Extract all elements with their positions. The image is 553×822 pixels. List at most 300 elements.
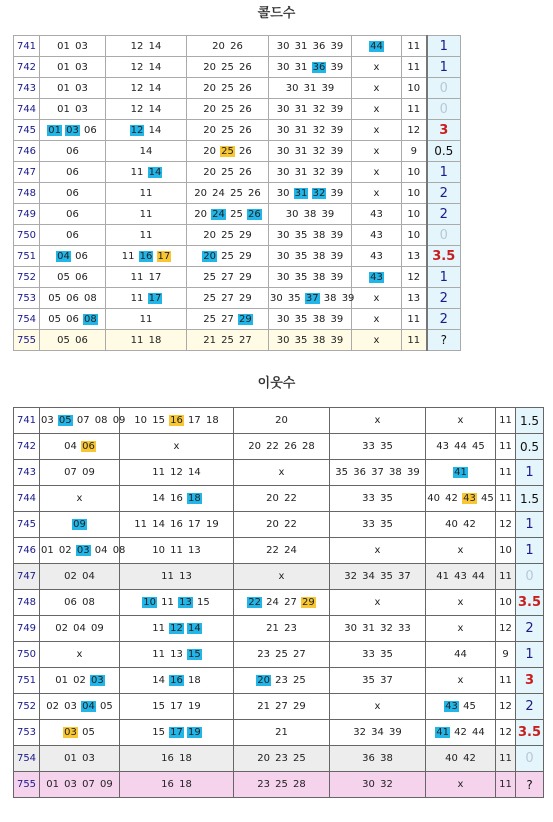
number-cell [187, 204, 269, 225]
result-score: 0.5 [516, 434, 544, 460]
number: 14 [148, 82, 162, 94]
number: 18 [188, 675, 201, 686]
draw-number: 751 [14, 668, 40, 694]
result-score: 1 [427, 57, 461, 78]
number: 25 [221, 103, 234, 115]
highlighted-number: 37 [305, 292, 319, 304]
highlighted-number: 22 [248, 597, 261, 608]
number: x [457, 675, 464, 686]
number: 15 [152, 701, 165, 712]
highlighted-number: 36 [312, 61, 326, 73]
number: 04 [73, 623, 86, 634]
table-row [14, 434, 544, 460]
number: 38 [312, 229, 326, 241]
number-cell [120, 434, 234, 460]
number: 26 [239, 124, 252, 136]
table-row [14, 36, 461, 57]
number-cell [40, 225, 106, 246]
number: 39 [321, 82, 335, 94]
number: 02 [73, 675, 86, 686]
number: 30 [344, 623, 357, 634]
number: 37 [380, 675, 393, 686]
number: 20 [203, 229, 216, 241]
number: 25 [203, 292, 216, 304]
number: 39 [330, 229, 344, 241]
number: 11 [139, 187, 153, 199]
number: 22 [284, 493, 297, 504]
number: 10 [407, 166, 421, 178]
number: 11 [499, 571, 512, 582]
number-cell [402, 141, 427, 162]
draw-number: 744 [14, 99, 40, 120]
number-cell [330, 408, 426, 434]
number: 31 [294, 166, 308, 178]
number: 44 [454, 441, 467, 452]
number-cell [40, 434, 120, 460]
number-cell [40, 246, 106, 267]
result-score: 1 [516, 460, 544, 486]
table-row [14, 668, 544, 694]
number: x [173, 441, 180, 452]
number: 05 [57, 334, 70, 346]
cold-table-title: 콜드수 [257, 6, 296, 21]
number: 11 [407, 40, 421, 52]
number: 26 [239, 166, 252, 178]
number-cell [352, 204, 402, 225]
highlighted-number: 20 [257, 675, 270, 686]
number: 14 [148, 103, 162, 115]
number: 17 [188, 415, 201, 426]
number-cell [106, 57, 187, 78]
number: 31 [294, 40, 308, 52]
number-cell [269, 120, 352, 141]
result-score: 2 [516, 616, 544, 642]
number: 08 [82, 597, 95, 608]
number: 35 [294, 271, 308, 283]
number-cell [40, 460, 120, 486]
number-cell [426, 486, 496, 512]
number-cell [187, 309, 269, 330]
highlighted-number: 09 [73, 519, 86, 530]
number: x [76, 493, 83, 504]
number-cell [234, 720, 330, 746]
number: 06 [64, 597, 77, 608]
number: 30 [362, 779, 375, 790]
number-cell [496, 720, 516, 746]
number-cell [352, 120, 402, 141]
number: 35 [362, 675, 375, 686]
number: 32 [312, 166, 326, 178]
number: 11 [499, 493, 512, 504]
number: 39 [330, 145, 344, 157]
number: 34 [371, 727, 384, 738]
number: 16 [170, 519, 183, 530]
table-row [14, 78, 461, 99]
number: 45 [481, 493, 494, 504]
number: 30 [276, 313, 290, 325]
number: 06 [66, 145, 79, 157]
number-cell [330, 538, 426, 564]
number: 44 [472, 727, 485, 738]
highlighted-number: 41 [454, 467, 467, 478]
number: x [373, 61, 380, 73]
table-row [14, 267, 461, 288]
number: 38 [312, 334, 326, 346]
number: 26 [239, 103, 252, 115]
number: 06 [66, 313, 79, 325]
number-cell [40, 616, 120, 642]
number-cell [106, 330, 187, 351]
highlighted-number: 44 [370, 40, 383, 52]
number: 21 [275, 727, 288, 738]
number: 10 [407, 187, 421, 199]
number-cell [426, 590, 496, 616]
number: 35 [380, 493, 393, 504]
cold-numbers-table [13, 35, 461, 351]
number: 12 [130, 61, 144, 73]
number: 06 [75, 250, 88, 262]
number: 11 [152, 467, 165, 478]
number: 32 [380, 779, 393, 790]
table-row [14, 57, 461, 78]
number: 11 [161, 597, 174, 608]
number: 20 [203, 145, 216, 157]
result-score: 1.5 [516, 486, 544, 512]
number: 26 [284, 441, 297, 452]
highlighted-number: 20 [203, 250, 216, 262]
highlighted-number: 25 [221, 145, 234, 157]
highlighted-number: 43 [370, 271, 383, 283]
number-cell [352, 330, 402, 351]
number: 43 [454, 571, 467, 582]
number-cell [496, 746, 516, 772]
number: 28 [302, 441, 315, 452]
number: x [374, 701, 381, 712]
number: x [457, 415, 464, 426]
draw-number: 743 [14, 78, 40, 99]
number: 11 [130, 166, 144, 178]
number: 11 [499, 675, 512, 686]
number: 11 [170, 545, 183, 556]
number: 35 [380, 571, 393, 582]
number-cell [352, 162, 402, 183]
number: 20 [203, 166, 216, 178]
neighbor-numbers-table [13, 407, 544, 798]
number: 10 [499, 597, 512, 608]
number: 14 [152, 493, 165, 504]
table-row [14, 120, 461, 141]
number-cell [402, 57, 427, 78]
number: 42 [463, 753, 476, 764]
highlighted-number: 18 [188, 493, 201, 504]
number-cell [120, 460, 234, 486]
number: 25 [221, 250, 234, 262]
number: 21 [257, 701, 270, 712]
number: 05 [100, 701, 113, 712]
highlighted-number: 16 [170, 415, 183, 426]
number: 32 [380, 623, 393, 634]
number: 27 [239, 334, 252, 346]
number: 33 [362, 441, 375, 452]
number-cell [269, 204, 352, 225]
number: 15 [197, 597, 210, 608]
number: 25 [293, 675, 306, 686]
number: 39 [330, 334, 344, 346]
number: 09 [91, 623, 104, 634]
number: 41 [436, 571, 449, 582]
number-cell [269, 267, 352, 288]
result-score: 1 [516, 512, 544, 538]
number: 12 [499, 727, 512, 738]
highlighted-number: 14 [148, 166, 162, 178]
number: 32 [344, 571, 357, 582]
number-cell [120, 668, 234, 694]
number: 18 [205, 415, 219, 426]
draw-number: 751 [14, 246, 40, 267]
number: 03 [41, 415, 54, 426]
number-cell [106, 183, 187, 204]
number: x [457, 545, 464, 556]
number-cell [330, 486, 426, 512]
highlighted-number: 17 [157, 250, 171, 262]
draw-number: 749 [14, 616, 40, 642]
number: 39 [330, 250, 344, 262]
number: 36 [353, 467, 366, 478]
number: 27 [221, 292, 234, 304]
number-cell [40, 538, 126, 564]
number: 09 [82, 467, 95, 478]
highlighted-number: 26 [248, 208, 261, 220]
number-cell [187, 36, 269, 57]
number: 14 [148, 124, 162, 136]
number: 20 [248, 441, 261, 452]
number: 04 [64, 441, 77, 452]
number: 33 [362, 493, 375, 504]
number: x [373, 292, 380, 304]
draw-number: 745 [14, 512, 40, 538]
number: x [373, 82, 380, 94]
number: 04 [82, 571, 95, 582]
draw-number: 752 [14, 694, 40, 720]
number: 43 [370, 229, 383, 241]
number: 35 [294, 313, 308, 325]
number: 9 [410, 145, 417, 157]
number-cell [330, 720, 426, 746]
number: 10 [134, 415, 148, 426]
number: 30 [276, 166, 290, 178]
number: 34 [362, 571, 375, 582]
number: 27 [221, 313, 234, 325]
number: 05 [57, 271, 70, 283]
table-row [14, 720, 544, 746]
highlighted-number: 13 [179, 597, 192, 608]
number: x [374, 415, 381, 426]
table-row [14, 564, 544, 590]
number-cell [352, 183, 402, 204]
number: 38 [312, 250, 326, 262]
number: 29 [239, 250, 252, 262]
number: 27 [293, 649, 306, 660]
number: x [373, 166, 380, 178]
number-cell [352, 225, 402, 246]
number: 16 [170, 493, 183, 504]
cold-table-body [14, 36, 461, 351]
highlighted-number: 05 [58, 415, 72, 426]
highlighted-number: 03 [64, 727, 77, 738]
number-cell [269, 309, 352, 330]
number-cell [234, 512, 330, 538]
table-row [14, 225, 461, 246]
number-cell [496, 642, 516, 668]
highlighted-number: 06 [82, 441, 95, 452]
number: 25 [221, 334, 234, 346]
number-cell [330, 642, 426, 668]
number: 30 [276, 124, 290, 136]
number: 25 [293, 753, 306, 764]
highlighted-number: 29 [302, 597, 315, 608]
number-cell [330, 434, 426, 460]
number-cell [187, 162, 269, 183]
number: 31 [362, 623, 375, 634]
number: x [278, 571, 285, 582]
number-cell [106, 141, 187, 162]
number: 26 [239, 145, 252, 157]
result-score: 1 [516, 642, 544, 668]
number-cell [106, 288, 187, 309]
number-cell [352, 78, 402, 99]
number: 38 [323, 292, 337, 304]
draw-number: 741 [14, 36, 40, 57]
number-cell [426, 746, 496, 772]
number: 25 [275, 649, 288, 660]
table-row [14, 642, 544, 668]
number: 06 [66, 187, 79, 199]
number: 37 [398, 571, 411, 582]
number: 21 [266, 623, 279, 634]
number: 13 [179, 571, 192, 582]
draw-number: 753 [14, 720, 40, 746]
highlighted-number: 24 [212, 208, 225, 220]
number: 10 [499, 545, 512, 556]
number-cell [426, 694, 496, 720]
number: 26 [230, 40, 243, 52]
number-cell [269, 141, 352, 162]
number-cell [352, 267, 402, 288]
result-score: 0 [427, 99, 461, 120]
highlighted-number: 08 [84, 313, 97, 325]
number: x [457, 597, 464, 608]
number: 35 [380, 441, 393, 452]
number-cell [269, 183, 352, 204]
number: 26 [248, 187, 261, 199]
number: 30 [276, 271, 290, 283]
highlighted-number: 04 [57, 250, 70, 262]
number: 35 [294, 229, 308, 241]
number: 43 [436, 441, 449, 452]
number: 20 [257, 753, 270, 764]
number: 26 [239, 82, 252, 94]
number: 15 [152, 415, 165, 426]
number-cell [120, 538, 234, 564]
number: 11 [407, 313, 421, 325]
number-cell [402, 36, 427, 57]
number: 11 [130, 271, 144, 283]
result-score: 0 [516, 564, 544, 590]
number: 39 [330, 271, 344, 283]
number: 03 [75, 103, 88, 115]
number-cell [426, 408, 496, 434]
number-cell [106, 120, 187, 141]
number: 13 [407, 250, 421, 262]
number: 30 [270, 292, 283, 304]
number-cell [120, 512, 234, 538]
number: 03 [64, 701, 77, 712]
number-cell [187, 330, 269, 351]
result-score: 2 [427, 288, 461, 309]
number: 38 [312, 313, 326, 325]
number: 24 [266, 597, 279, 608]
highlighted-number: 31 [294, 187, 308, 199]
highlighted-number: 16 [139, 250, 153, 262]
number: x [373, 187, 380, 199]
number: 17 [148, 271, 162, 283]
table-row [14, 246, 461, 267]
number: 40 [427, 493, 440, 504]
highlighted-number: 16 [170, 675, 183, 686]
number: 13 [188, 545, 201, 556]
draw-number: 754 [14, 309, 40, 330]
number: 10 [152, 545, 165, 556]
number: 20 [203, 103, 216, 115]
number: 14 [139, 145, 153, 157]
number: 11 [499, 415, 512, 426]
number-cell [120, 408, 234, 434]
table-row [14, 772, 544, 798]
number: 11 [499, 779, 512, 790]
number: 11 [152, 623, 165, 634]
highlighted-number: 03 [66, 124, 79, 136]
number-cell [40, 486, 120, 512]
number: 38 [312, 271, 326, 283]
number: 05 [48, 313, 61, 325]
number-cell [330, 564, 426, 590]
table-row [14, 183, 461, 204]
number: 39 [406, 467, 420, 478]
draw-number: 741 [14, 408, 40, 434]
number: 23 [257, 779, 270, 790]
neighbor-table-body [14, 408, 544, 798]
number-cell [234, 486, 330, 512]
draw-number: 748 [14, 183, 40, 204]
number-cell [269, 246, 352, 267]
number-cell [352, 99, 402, 120]
number: 20 [275, 415, 288, 426]
number: 04 [94, 545, 108, 556]
number: 05 [82, 727, 95, 738]
number: 03 [64, 779, 77, 790]
draw-number: 749 [14, 204, 40, 225]
number: 31 [294, 145, 308, 157]
number: 39 [330, 313, 344, 325]
number: 11 [407, 61, 421, 73]
number-cell [120, 746, 234, 772]
number: 11 [499, 441, 512, 452]
number: 25 [275, 779, 288, 790]
number: 30 [276, 334, 290, 346]
result-score: 3.5 [516, 720, 544, 746]
number-cell [269, 78, 352, 99]
number-cell [40, 141, 106, 162]
